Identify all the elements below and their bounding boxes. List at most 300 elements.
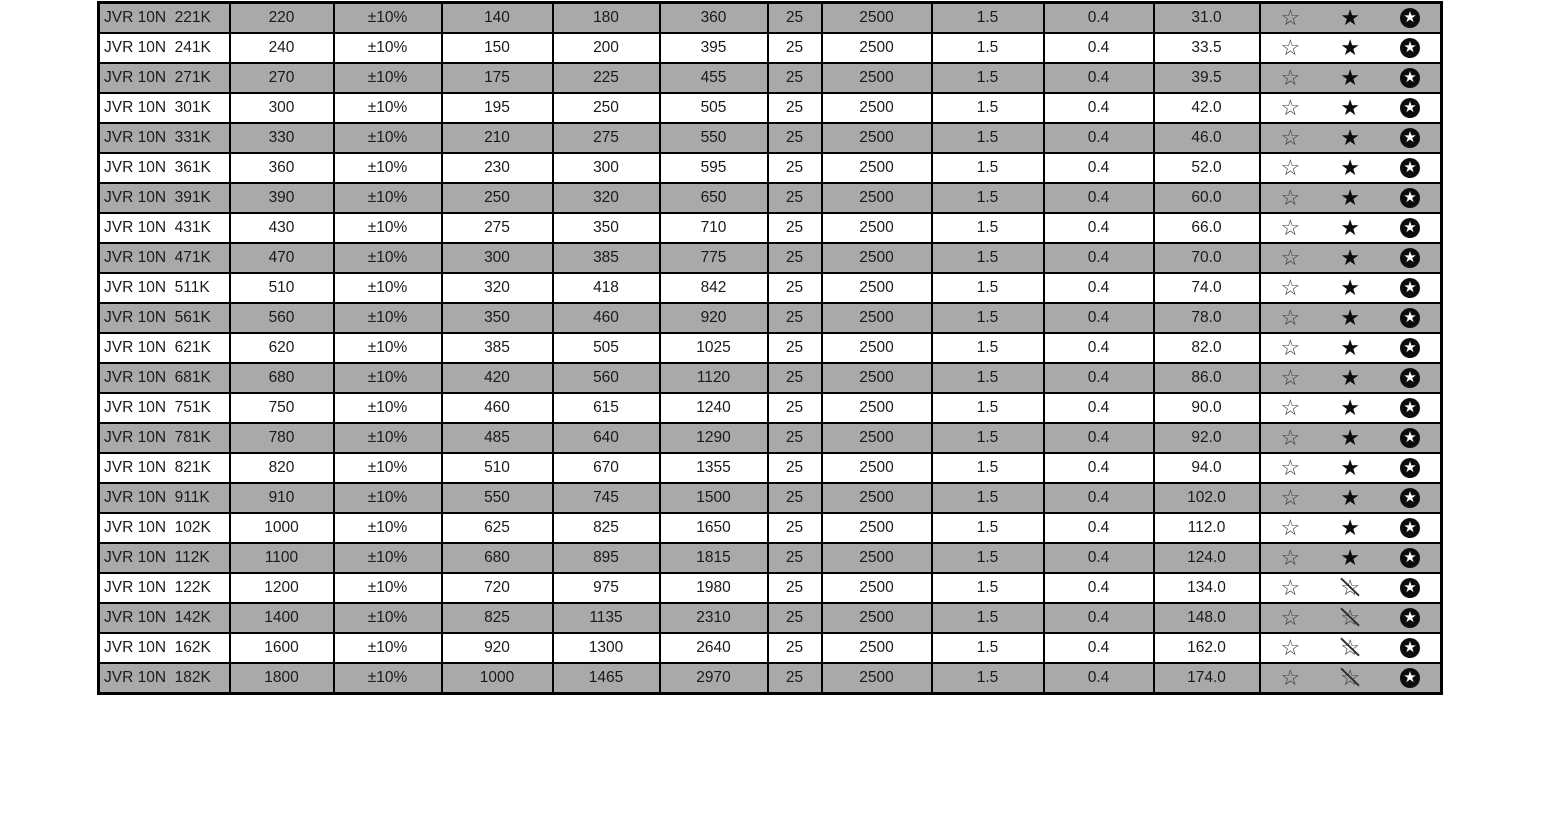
cell-value: 920 (442, 633, 553, 663)
cell-value: 25 (768, 543, 822, 573)
cell-value: 78.0 (1154, 303, 1260, 333)
cell-agency-marks (1260, 663, 1442, 694)
star-circled-icon (1400, 68, 1420, 88)
cell-agency-marks (1260, 93, 1442, 123)
star-filled-icon (1340, 217, 1360, 239)
cell-value: 1290 (660, 423, 768, 453)
cell-value: 1.5 (932, 513, 1044, 543)
cell-value: 1.5 (932, 663, 1044, 694)
cell-value: 25 (768, 183, 822, 213)
star-circled-icon (1400, 398, 1420, 418)
agency-marks-group (1261, 274, 1441, 302)
cell-part-number: JVR 10N 162K (99, 633, 230, 663)
cell-value: 25 (768, 633, 822, 663)
cell-value: 150 (442, 33, 553, 63)
cell-value: ±10% (334, 423, 442, 453)
cell-value: 385 (553, 243, 660, 273)
cell-value: ±10% (334, 303, 442, 333)
cell-value: ±10% (334, 543, 442, 573)
cell-value: 270 (230, 63, 334, 93)
cell-part-number: JVR 10N 431K (99, 213, 230, 243)
cell-value: 31.0 (1154, 3, 1260, 34)
cell-value: 745 (553, 483, 660, 513)
cell-value: 25 (768, 423, 822, 453)
cell-value: 33.5 (1154, 33, 1260, 63)
table-row (99, 93, 1442, 123)
cell-value: 140 (442, 3, 553, 34)
cell-value: ±10% (334, 453, 442, 483)
cell-value: ±10% (334, 363, 442, 393)
table-row (99, 513, 1442, 543)
table-row (99, 423, 1442, 453)
cell-value: 842 (660, 273, 768, 303)
cell-agency-marks (1260, 513, 1442, 543)
cell-value: 505 (660, 93, 768, 123)
agency-marks-group (1261, 154, 1441, 182)
cell-value: 25 (768, 573, 822, 603)
star-circled-icon (1400, 428, 1420, 448)
agency-marks-group (1261, 664, 1441, 692)
cell-value: 25 (768, 63, 822, 93)
cell-value: 174.0 (1154, 663, 1260, 694)
star-circled-icon (1400, 638, 1420, 658)
cell-value: 680 (442, 543, 553, 573)
cell-value: 0.4 (1044, 423, 1154, 453)
star-circled-icon (1400, 188, 1420, 208)
cell-value: 90.0 (1154, 393, 1260, 423)
cell-value: 112.0 (1154, 513, 1260, 543)
star-filled-icon (1340, 427, 1360, 449)
cell-value: 550 (442, 483, 553, 513)
cell-value: 240 (230, 33, 334, 63)
cell-value: 180 (553, 3, 660, 34)
star-outline-icon (1281, 307, 1301, 329)
table-row (99, 483, 1442, 513)
star-circled-icon (1400, 98, 1420, 118)
cell-value: 1465 (553, 663, 660, 694)
agency-marks-group (1261, 604, 1441, 632)
star-outline-icon (1281, 337, 1301, 359)
cell-value: 1.5 (932, 543, 1044, 573)
star-outline-icon (1281, 247, 1301, 269)
cell-value: 1.5 (932, 483, 1044, 513)
cell-value: 2500 (822, 603, 932, 633)
cell-value: ±10% (334, 123, 442, 153)
cell-value: 820 (230, 453, 334, 483)
star-filled-icon (1340, 487, 1360, 509)
star-filled-icon (1340, 547, 1360, 569)
cell-agency-marks (1260, 333, 1442, 363)
cell-value: 148.0 (1154, 603, 1260, 633)
agency-marks-group (1261, 244, 1441, 272)
agency-marks-group (1261, 634, 1441, 662)
star-filled-icon (1340, 367, 1360, 389)
cell-part-number: JVR 10N 561K (99, 303, 230, 333)
cell-part-number: JVR 10N 102K (99, 513, 230, 543)
cell-value: 1000 (442, 663, 553, 694)
table-row (99, 453, 1442, 483)
cell-value: 1600 (230, 633, 334, 663)
table-row (99, 33, 1442, 63)
cell-value: 86.0 (1154, 363, 1260, 393)
star-outline-icon (1281, 277, 1301, 299)
cell-value: 320 (442, 273, 553, 303)
star-filled-icon (1340, 517, 1360, 539)
cell-value: 1355 (660, 453, 768, 483)
cell-value: 505 (553, 333, 660, 363)
star-circled-icon (1400, 248, 1420, 268)
cell-value: 1.5 (932, 633, 1044, 663)
cell-value: 2970 (660, 663, 768, 694)
cell-value: 780 (230, 423, 334, 453)
cell-part-number: JVR 10N 142K (99, 603, 230, 633)
cell-value: 430 (230, 213, 334, 243)
cell-value: 2500 (822, 183, 932, 213)
cell-value: 124.0 (1154, 543, 1260, 573)
cell-value: ±10% (334, 513, 442, 543)
cell-value: 0.4 (1044, 573, 1154, 603)
agency-marks-group (1261, 124, 1441, 152)
cell-value: 25 (768, 33, 822, 63)
cell-value: 2500 (822, 303, 932, 333)
cell-value: 418 (553, 273, 660, 303)
cell-part-number: JVR 10N 391K (99, 183, 230, 213)
star-outline-icon (1281, 67, 1301, 89)
cell-value: 1500 (660, 483, 768, 513)
cell-value: 1.5 (932, 183, 1044, 213)
table-row (99, 393, 1442, 423)
star-filled-icon (1340, 127, 1360, 149)
cell-agency-marks (1260, 123, 1442, 153)
cell-value: 1120 (660, 363, 768, 393)
cell-value: 0.4 (1044, 33, 1154, 63)
star-slashed-icon (1340, 637, 1360, 659)
cell-value: 25 (768, 303, 822, 333)
cell-value: 1.5 (932, 363, 1044, 393)
cell-agency-marks (1260, 543, 1442, 573)
cell-part-number: JVR 10N 182K (99, 663, 230, 694)
cell-value: 2500 (822, 453, 932, 483)
cell-value: 162.0 (1154, 633, 1260, 663)
table-row (99, 123, 1442, 153)
star-circled-icon (1400, 218, 1420, 238)
star-circled-icon (1400, 578, 1420, 598)
cell-value: ±10% (334, 243, 442, 273)
cell-value: 2500 (822, 33, 932, 63)
cell-value: 910 (230, 483, 334, 513)
cell-value: 2500 (822, 393, 932, 423)
cell-agency-marks (1260, 243, 1442, 273)
cell-value: 595 (660, 153, 768, 183)
cell-value: ±10% (334, 3, 442, 34)
star-circled-icon (1400, 668, 1420, 688)
cell-value: 0.4 (1044, 603, 1154, 633)
cell-value: 250 (553, 93, 660, 123)
cell-value: 2500 (822, 93, 932, 123)
star-outline-icon (1281, 427, 1301, 449)
cell-value: 720 (442, 573, 553, 603)
agency-marks-group (1261, 484, 1441, 512)
cell-value: 650 (660, 183, 768, 213)
cell-value: 25 (768, 363, 822, 393)
cell-value: ±10% (334, 63, 442, 93)
star-outline-icon (1281, 667, 1301, 689)
varistor-table-body (99, 3, 1442, 694)
cell-part-number: JVR 10N 301K (99, 93, 230, 123)
cell-value: 2500 (822, 63, 932, 93)
cell-value: 2500 (822, 273, 932, 303)
cell-value: 360 (230, 153, 334, 183)
cell-value: 210 (442, 123, 553, 153)
cell-value: 1980 (660, 573, 768, 603)
cell-value: 1.5 (932, 273, 1044, 303)
star-slashed-icon (1340, 667, 1360, 689)
cell-part-number: JVR 10N 361K (99, 153, 230, 183)
star-filled-icon (1340, 7, 1360, 29)
cell-value: 195 (442, 93, 553, 123)
cell-value: 560 (230, 303, 334, 333)
agency-marks-group (1261, 94, 1441, 122)
cell-agency-marks (1260, 63, 1442, 93)
cell-value: 82.0 (1154, 333, 1260, 363)
agency-marks-group (1261, 544, 1441, 572)
table-row (99, 603, 1442, 633)
cell-value: 2500 (822, 573, 932, 603)
cell-value: ±10% (334, 33, 442, 63)
cell-part-number: JVR 10N 911K (99, 483, 230, 513)
star-circled-icon (1400, 548, 1420, 568)
cell-part-number: JVR 10N 681K (99, 363, 230, 393)
cell-value: ±10% (334, 213, 442, 243)
cell-value: 0.4 (1044, 393, 1154, 423)
cell-value: 1.5 (932, 93, 1044, 123)
cell-value: 1.5 (932, 393, 1044, 423)
cell-value: 275 (442, 213, 553, 243)
agency-marks-group (1261, 454, 1441, 482)
cell-value: 360 (660, 3, 768, 34)
cell-value: 1.5 (932, 3, 1044, 34)
agency-marks-group (1261, 184, 1441, 212)
cell-value: 1000 (230, 513, 334, 543)
cell-agency-marks (1260, 3, 1442, 34)
star-filled-icon (1340, 97, 1360, 119)
cell-value: 670 (553, 453, 660, 483)
star-outline-icon (1281, 457, 1301, 479)
cell-value: 470 (230, 243, 334, 273)
table-row (99, 303, 1442, 333)
cell-value: 1650 (660, 513, 768, 543)
agency-marks-group (1261, 304, 1441, 332)
cell-value: 25 (768, 123, 822, 153)
cell-value: 620 (230, 333, 334, 363)
table-row (99, 273, 1442, 303)
cell-value: 1200 (230, 573, 334, 603)
star-outline-icon (1281, 487, 1301, 509)
cell-value: 0.4 (1044, 453, 1154, 483)
cell-value: 320 (553, 183, 660, 213)
star-outline-icon (1281, 187, 1301, 209)
cell-value: 2500 (822, 543, 932, 573)
table-row (99, 183, 1442, 213)
cell-part-number: JVR 10N 122K (99, 573, 230, 603)
cell-value: ±10% (334, 93, 442, 123)
cell-value: 46.0 (1154, 123, 1260, 153)
star-outline-icon (1281, 397, 1301, 419)
cell-value: 420 (442, 363, 553, 393)
cell-part-number: JVR 10N 781K (99, 423, 230, 453)
star-outline-icon (1281, 547, 1301, 569)
cell-value: 455 (660, 63, 768, 93)
cell-value: ±10% (334, 633, 442, 663)
cell-value: 25 (768, 93, 822, 123)
cell-value: 2500 (822, 663, 932, 694)
agency-marks-group (1261, 4, 1441, 32)
cell-value: 0.4 (1044, 183, 1154, 213)
cell-value: 2500 (822, 423, 932, 453)
cell-value: 25 (768, 483, 822, 513)
cell-value: 825 (442, 603, 553, 633)
cell-value: 102.0 (1154, 483, 1260, 513)
cell-value: 25 (768, 513, 822, 543)
cell-value: 510 (230, 273, 334, 303)
star-circled-icon (1400, 368, 1420, 388)
star-filled-icon (1340, 157, 1360, 179)
cell-value: 25 (768, 153, 822, 183)
cell-value: ±10% (334, 663, 442, 694)
cell-value: ±10% (334, 333, 442, 363)
cell-part-number: JVR 10N 471K (99, 243, 230, 273)
star-outline-icon (1281, 127, 1301, 149)
cell-part-number: JVR 10N 511K (99, 273, 230, 303)
cell-value: 350 (442, 303, 553, 333)
cell-value: 2500 (822, 333, 932, 363)
table-row (99, 573, 1442, 603)
cell-value: 92.0 (1154, 423, 1260, 453)
star-filled-icon (1340, 307, 1360, 329)
cell-value: 560 (553, 363, 660, 393)
cell-value: 1400 (230, 603, 334, 633)
cell-value: 200 (553, 33, 660, 63)
star-outline-icon (1281, 517, 1301, 539)
cell-agency-marks (1260, 153, 1442, 183)
cell-value: 485 (442, 423, 553, 453)
cell-agency-marks (1260, 363, 1442, 393)
cell-value: 220 (230, 3, 334, 34)
agency-marks-group (1261, 34, 1441, 62)
star-circled-icon (1400, 488, 1420, 508)
cell-value: 2500 (822, 363, 932, 393)
cell-value: ±10% (334, 483, 442, 513)
cell-part-number: JVR 10N 241K (99, 33, 230, 63)
cell-agency-marks (1260, 183, 1442, 213)
cell-value: ±10% (334, 603, 442, 633)
cell-part-number: JVR 10N 271K (99, 63, 230, 93)
cell-value: 70.0 (1154, 243, 1260, 273)
cell-value: 25 (768, 333, 822, 363)
cell-value: 0.4 (1044, 3, 1154, 34)
cell-value: 395 (660, 33, 768, 63)
cell-value: 2500 (822, 633, 932, 663)
cell-value: 550 (660, 123, 768, 153)
cell-value: 775 (660, 243, 768, 273)
cell-value: 25 (768, 273, 822, 303)
cell-agency-marks (1260, 633, 1442, 663)
cell-part-number: JVR 10N 751K (99, 393, 230, 423)
star-slashed-icon (1340, 607, 1360, 629)
star-filled-icon (1340, 187, 1360, 209)
cell-value: 1.5 (932, 453, 1044, 483)
cell-agency-marks (1260, 453, 1442, 483)
star-filled-icon (1340, 247, 1360, 269)
cell-value: 1800 (230, 663, 334, 694)
cell-value: 0.4 (1044, 243, 1154, 273)
agency-marks-group (1261, 394, 1441, 422)
star-circled-icon (1400, 338, 1420, 358)
cell-value: 25 (768, 213, 822, 243)
table-row (99, 63, 1442, 93)
cell-agency-marks (1260, 423, 1442, 453)
cell-value: 0.4 (1044, 363, 1154, 393)
cell-value: 225 (553, 63, 660, 93)
cell-value: ±10% (334, 183, 442, 213)
cell-value: 52.0 (1154, 153, 1260, 183)
cell-value: ±10% (334, 573, 442, 603)
star-circled-icon (1400, 518, 1420, 538)
star-outline-icon (1281, 37, 1301, 59)
cell-value: 230 (442, 153, 553, 183)
star-outline-icon (1281, 367, 1301, 389)
cell-value: 1.5 (932, 213, 1044, 243)
cell-value: 1.5 (932, 303, 1044, 333)
cell-value: 625 (442, 513, 553, 543)
cell-value: 1240 (660, 393, 768, 423)
agency-marks-group (1261, 214, 1441, 242)
cell-value: 0.4 (1044, 483, 1154, 513)
cell-value: 385 (442, 333, 553, 363)
cell-value: 0.4 (1044, 273, 1154, 303)
cell-agency-marks (1260, 393, 1442, 423)
star-outline-icon (1281, 217, 1301, 239)
cell-value: 300 (442, 243, 553, 273)
cell-value: 2500 (822, 153, 932, 183)
star-filled-icon (1340, 397, 1360, 419)
cell-value: 300 (230, 93, 334, 123)
cell-value: 2500 (822, 513, 932, 543)
cell-value: 350 (553, 213, 660, 243)
cell-value: 0.4 (1044, 123, 1154, 153)
cell-value: 920 (660, 303, 768, 333)
cell-value: 0.4 (1044, 513, 1154, 543)
agency-marks-group (1261, 334, 1441, 362)
agency-marks-group (1261, 514, 1441, 542)
cell-value: 1025 (660, 333, 768, 363)
cell-value: 66.0 (1154, 213, 1260, 243)
cell-value: 0.4 (1044, 303, 1154, 333)
star-filled-icon (1340, 37, 1360, 59)
cell-value: 750 (230, 393, 334, 423)
agency-marks-group (1261, 64, 1441, 92)
cell-value: 134.0 (1154, 573, 1260, 603)
cell-value: ±10% (334, 273, 442, 303)
cell-agency-marks (1260, 573, 1442, 603)
star-filled-icon (1340, 337, 1360, 359)
star-filled-icon (1340, 277, 1360, 299)
cell-value: 0.4 (1044, 663, 1154, 694)
cell-value: 1.5 (932, 603, 1044, 633)
cell-value: 25 (768, 603, 822, 633)
cell-value: 2500 (822, 213, 932, 243)
cell-value: 975 (553, 573, 660, 603)
